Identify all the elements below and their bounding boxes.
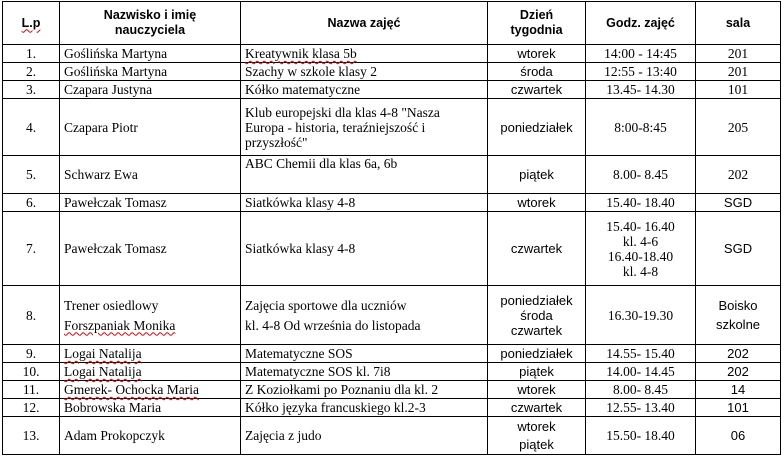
cell-hours: 12.55- 13.40 [586,399,696,417]
header-day: Dzień tygodnia [488,2,586,45]
cell-activity: Kółko matematyczne [241,81,488,99]
header-hours: Godz. zajęć [586,2,696,45]
cell-activity: Klub europejski dla klas 4-8 "Nasza Europa - historia, teraźniejszość i przyszłość" [241,99,488,156]
cell-day: czwartek [488,399,586,417]
cell-hours: 15.40- 16.40 kl. 4-6 16.40-18.40 kl. 4-8 [586,212,696,286]
header-lp: L.p [3,2,60,45]
cell-teacher: Logai Natalija [60,345,241,363]
table-row [3,417,781,455]
cell-lp: 11. [3,381,60,399]
cell-teacher: Trener osiedlowy Forszpaniak Monika [60,286,241,345]
cell-hours: 8:00-8:45 [586,99,696,156]
cell-teacher: Schwarz Ewa [60,156,241,194]
cell-room: 202 [696,345,781,363]
cell-teacher: Czapara Justyna [60,81,241,99]
cell-hours: 12:55 - 13:40 [586,63,696,81]
cell-room: 101 [696,399,781,417]
cell-room: Boisko szkolne [696,286,781,345]
cell-day: środa [488,63,586,81]
cell-day: piątek [488,363,586,381]
cell-teacher: Goślińska Martyna [60,63,241,81]
cell-hours: 15.40- 18.40 [586,194,696,212]
cell-hours: 13.45- 14.30 [586,81,696,99]
table-row [3,381,781,399]
cell-hours: 14:00 - 14:45 [586,45,696,63]
cell-room: 205 [696,99,781,156]
cell-lp: 1. [3,45,60,63]
table-row [3,363,781,381]
cell-hours: 8.00- 8.45 [586,156,696,194]
cell-day: czwartek [488,212,586,286]
cell-day: poniedziałek środa czwartek [488,286,586,345]
cell-lp: 10. [3,363,60,381]
cell-activity: Zajęcia sportowe dla uczniów kl. 4-8 Od września do listopada [241,286,488,345]
cell-day: wtorek [488,381,586,399]
cell-activity: ABC Chemii dla klas 6a, 6b [241,156,488,194]
cell-room: 202 [696,363,781,381]
cell-room: 201 [696,63,781,81]
cell-day: wtorek [488,194,586,212]
table-row [3,286,781,345]
cell-activity: Matematyczne SOS [241,345,488,363]
cell-teacher: Czapara Piotr [60,99,241,156]
cell-hours: 14.00- 14.45 [586,363,696,381]
cell-lp: 9. [3,345,60,363]
cell-teacher: Logai Natalija [60,363,241,381]
cell-activity: Kółko języka francuskiego kl.2-3 [241,399,488,417]
cell-day: czwartek [488,81,586,99]
cell-room: 201 [696,45,781,63]
cell-hours: 16.30-19.30 [586,286,696,345]
cell-hours: 14.55- 15.40 [586,345,696,363]
cell-day: poniedziałek [488,99,586,156]
cell-lp: 4. [3,99,60,156]
cell-teacher: Pawełczak Tomasz [60,212,241,286]
cell-day: poniedziałek [488,345,586,363]
cell-day: wtorek piątek [488,417,586,455]
cell-room: 14 [696,381,781,399]
table-row [3,345,781,363]
cell-teacher: Goślińska Martyna [60,45,241,63]
cell-teacher: Gmerek- Ochocka Maria [60,381,241,399]
cell-room: SGD [696,212,781,286]
table-row [3,45,781,63]
cell-lp: 6. [3,194,60,212]
cell-activity: Kreatywnik klasa 5b [241,45,488,63]
cell-lp: 8. [3,286,60,345]
header-room: sala [696,2,781,45]
cell-activity: Z Koziołkami po Poznaniu dla kl. 2 [241,381,488,399]
cell-lp: 7. [3,212,60,286]
table-row [3,194,781,212]
table-row [3,212,781,286]
cell-room: SGD [696,194,781,212]
table-row [3,156,781,194]
cell-day: wtorek [488,45,586,63]
cell-room: 06 [696,417,781,455]
schedule-table [2,1,781,455]
table-row [3,399,781,417]
cell-hours: 8.00- 8.45 [586,381,696,399]
cell-teacher: Adam Prokopczyk [60,417,241,455]
cell-activity: Siatkówka klasy 4-8 [241,212,488,286]
table-row [3,99,781,156]
header-teacher: Nazwisko i imię nauczyciela [60,2,241,45]
cell-day: piątek [488,156,586,194]
cell-activity: Matematyczne SOS kl. 7i8 [241,363,488,381]
cell-lp: 3. [3,81,60,99]
cell-room: 101 [696,81,781,99]
cell-hours: 15.50- 18.40 [586,417,696,455]
cell-teacher: Pawełczak Tomasz [60,194,241,212]
cell-lp: 5. [3,156,60,194]
cell-room: 202 [696,156,781,194]
cell-activity: Szachy w szkole klasy 2 [241,63,488,81]
cell-lp: 12. [3,399,60,417]
cell-activity: Zajęcia z judo [241,417,488,455]
cell-activity: Siatkówka klasy 4-8 [241,194,488,212]
cell-lp: 2. [3,63,60,81]
cell-lp: 13. [3,417,60,455]
cell-teacher: Bobrowska Maria [60,399,241,417]
table-row [3,81,781,99]
table-row [3,63,781,81]
header-activity: Nazwa zajęć [241,2,488,45]
header-row [3,2,781,45]
